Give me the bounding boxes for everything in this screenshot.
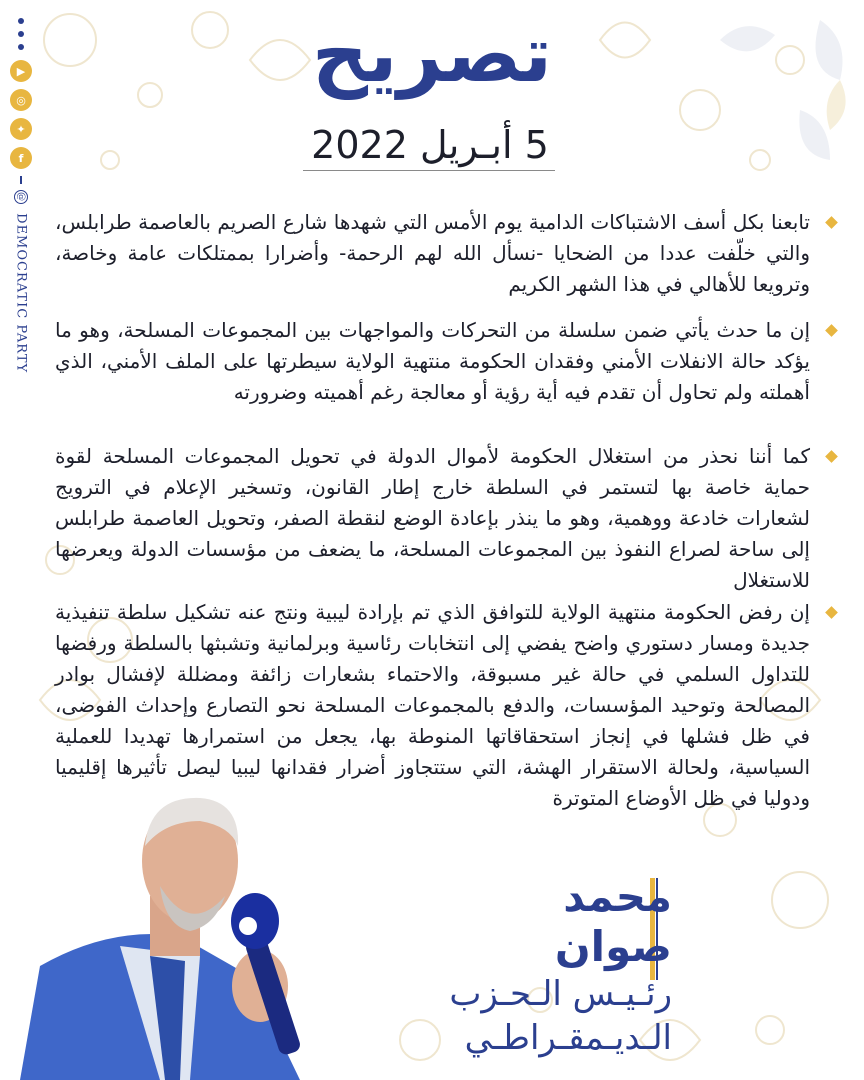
paragraph: إن رفض الحكومة منتهية الولاية للتوافق الذي تم بإرادة ليبية ونتج عنه تشكيل سلطة تنفيذية جديدة ومسار دستوري واضح يفضي إلى انتخابات رئاسية وبرلمانية وتشبثها بالسلطة ورفضها للتداول السلمي في حالة غير مسبوقة، والاحتماء بشعارات زائفة ومضللة لإفشال بوادر المصالحة وتوحيد المؤسسات، والدفع بالمجموعات المسلحة نحو التصارع وإحداث الفوضى، في ظل فشلها في إنجاز استحقاقاتها المنوطة بها، يجعل من استمرارها تهديدا للعملية السياسية، ولحالة الاستقرار الهشة، التي ستتجاوز أضرار فقدانها ليبيا ليصل تأثيرها إقليميا ودوليا في ظل الأوضاع المتوترة xyxy=(55,597,840,827)
diamond-bullet-icon xyxy=(825,450,838,463)
statement-body xyxy=(55,207,840,827)
diamond-bullet-icon xyxy=(825,324,838,337)
facebook-icon[interactable]: f xyxy=(10,147,32,169)
statement-date: 5 أبـريل 2022 xyxy=(311,123,549,167)
signature-block xyxy=(432,872,672,1060)
at-icon: @ xyxy=(15,192,26,202)
instagram-icon[interactable]: ◎ xyxy=(10,89,32,111)
speaker-photo xyxy=(0,786,320,1080)
speaker-role-line1: رئـيـس الـحـزب xyxy=(449,974,672,1014)
paragraph: إن ما حدث يأتي ضمن سلسلة من التحركات والمواجهات بين المجموعات المسلحة، وهو ما يؤكد حالة الانفلات الأمني وفقدان الحكومة منتهية الولاية سيطرتها على الملف الأمني، الذي أهملته ولم تحاول أن تقدم فيه أية رؤية أو معالجة رغم أهميته وضرورته xyxy=(55,315,840,421)
diamond-bullet-icon xyxy=(825,606,838,619)
speaker-name: محمد صوان xyxy=(554,872,672,971)
party-name: @ DEMOCRATIC PARTY xyxy=(13,192,29,374)
paragraph: كما أننا نحذر من استغلال الحكومة لأموال الدولة في تحويل المجموعات المسلحة لقوة حماية خاصة بها لتستمر في السلطة خارج إطار القانون، وتسخير الإعلام في الترويج لشعارات خادعة ووهمية، وهو ما ينذر بإعادة الوضع لنقطة الصفر، وتحويل العاصمة طرابلس إلى ساحة لصراع النفوذ بين المجموعات المسلحة، ما يضعف من مؤسسات الدولة ويعرضها للاستغلال xyxy=(55,441,840,573)
divider xyxy=(20,176,22,184)
paragraph: تابعنا بكل أسف الاشتباكات الدامية يوم الأمس التي شهدها شارع الصريم بالعاصمة طرابلس، والتي خلّفت عددا من الضحايا -نسأل الله لهم الرحمة- وأضرارا بممتلكات عامة وخاصة، وترويعا للأهالي في هذا الشهر الكريم xyxy=(55,207,840,299)
date-underline xyxy=(303,170,555,171)
twitter-icon[interactable]: ✦ xyxy=(10,118,32,140)
diamond-bullet-icon xyxy=(825,216,838,229)
speaker-role-line2: الـديـمقـراطـي xyxy=(464,1018,672,1058)
youtube-icon[interactable]: ▶ xyxy=(10,60,32,82)
page-title: تصريح xyxy=(311,10,553,100)
